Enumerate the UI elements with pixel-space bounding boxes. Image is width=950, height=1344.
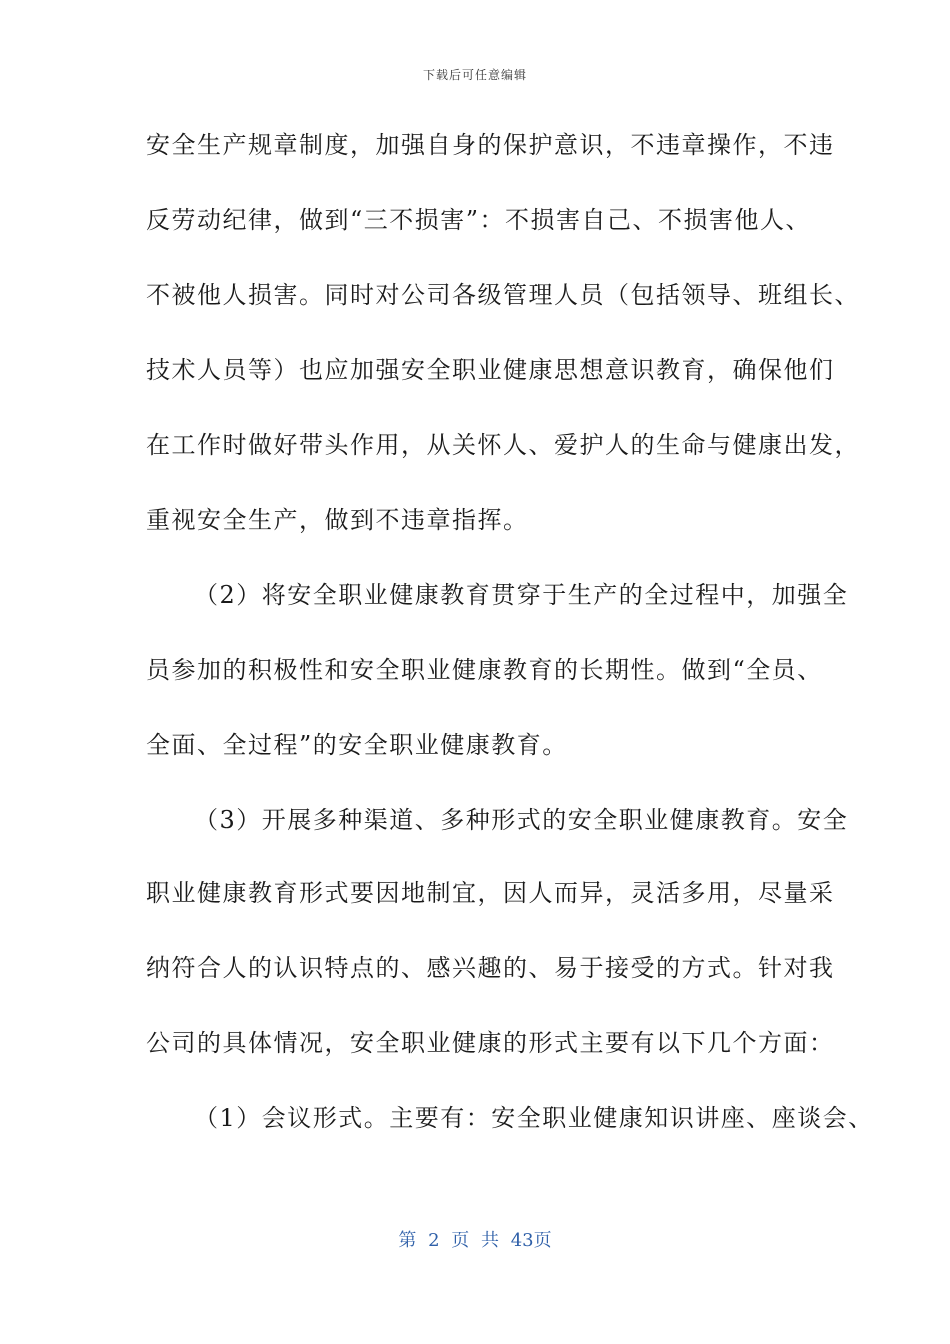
- page-number: 第 2 页 共 43页: [398, 1230, 552, 1251]
- body-line-4: 技术人员等）也应加强安全职业健康思想意识教育，确保他们: [146, 356, 835, 384]
- body-line-10: （3）开展多种渠道、多种形式的安全职业健康教育。安全: [194, 806, 849, 834]
- body-line-13: 公司的具体情况，安全职业健康的形式主要有以下几个方面：: [146, 1029, 835, 1057]
- body-line-3: 不被他人损害。同时对公司各级管理人员（包括领导、班组长、: [146, 281, 860, 309]
- body-line-12: 纳符合人的认识特点的、感兴趣的、易于接受的方式。针对我: [146, 954, 835, 982]
- page-header-note: 下载后可任意编辑: [422, 68, 527, 82]
- body-line-14: （1）会议形式。主要有：安全职业健康知识讲座、座谈会、: [194, 1104, 874, 1132]
- body-line-7: （2）将安全职业健康教育贯穿于生产的全过程中，加强全: [194, 581, 849, 609]
- body-line-6: 重视安全生产，做到不违章指挥。: [146, 506, 529, 534]
- body-line-5: 在工作时做好带头作用，从关怀人、爱护人的生命与健康出发，: [146, 431, 860, 459]
- body-line-9: 全面、全过程”的安全职业健康教育。: [146, 731, 568, 759]
- body-line-8: 员参加的积极性和安全职业健康教育的长期性。做到“全员、: [146, 656, 823, 684]
- body-line-1: 安全生产规章制度，加强自身的保护意识，不违章操作，不违: [146, 131, 835, 159]
- body-line-11: 职业健康教育形式要因地制宜，因人而异，灵活多用，尽量采: [146, 879, 835, 907]
- body-line-2: 反劳动纪律，做到“三不损害”：不损害自己、不损害他人、: [146, 206, 812, 234]
